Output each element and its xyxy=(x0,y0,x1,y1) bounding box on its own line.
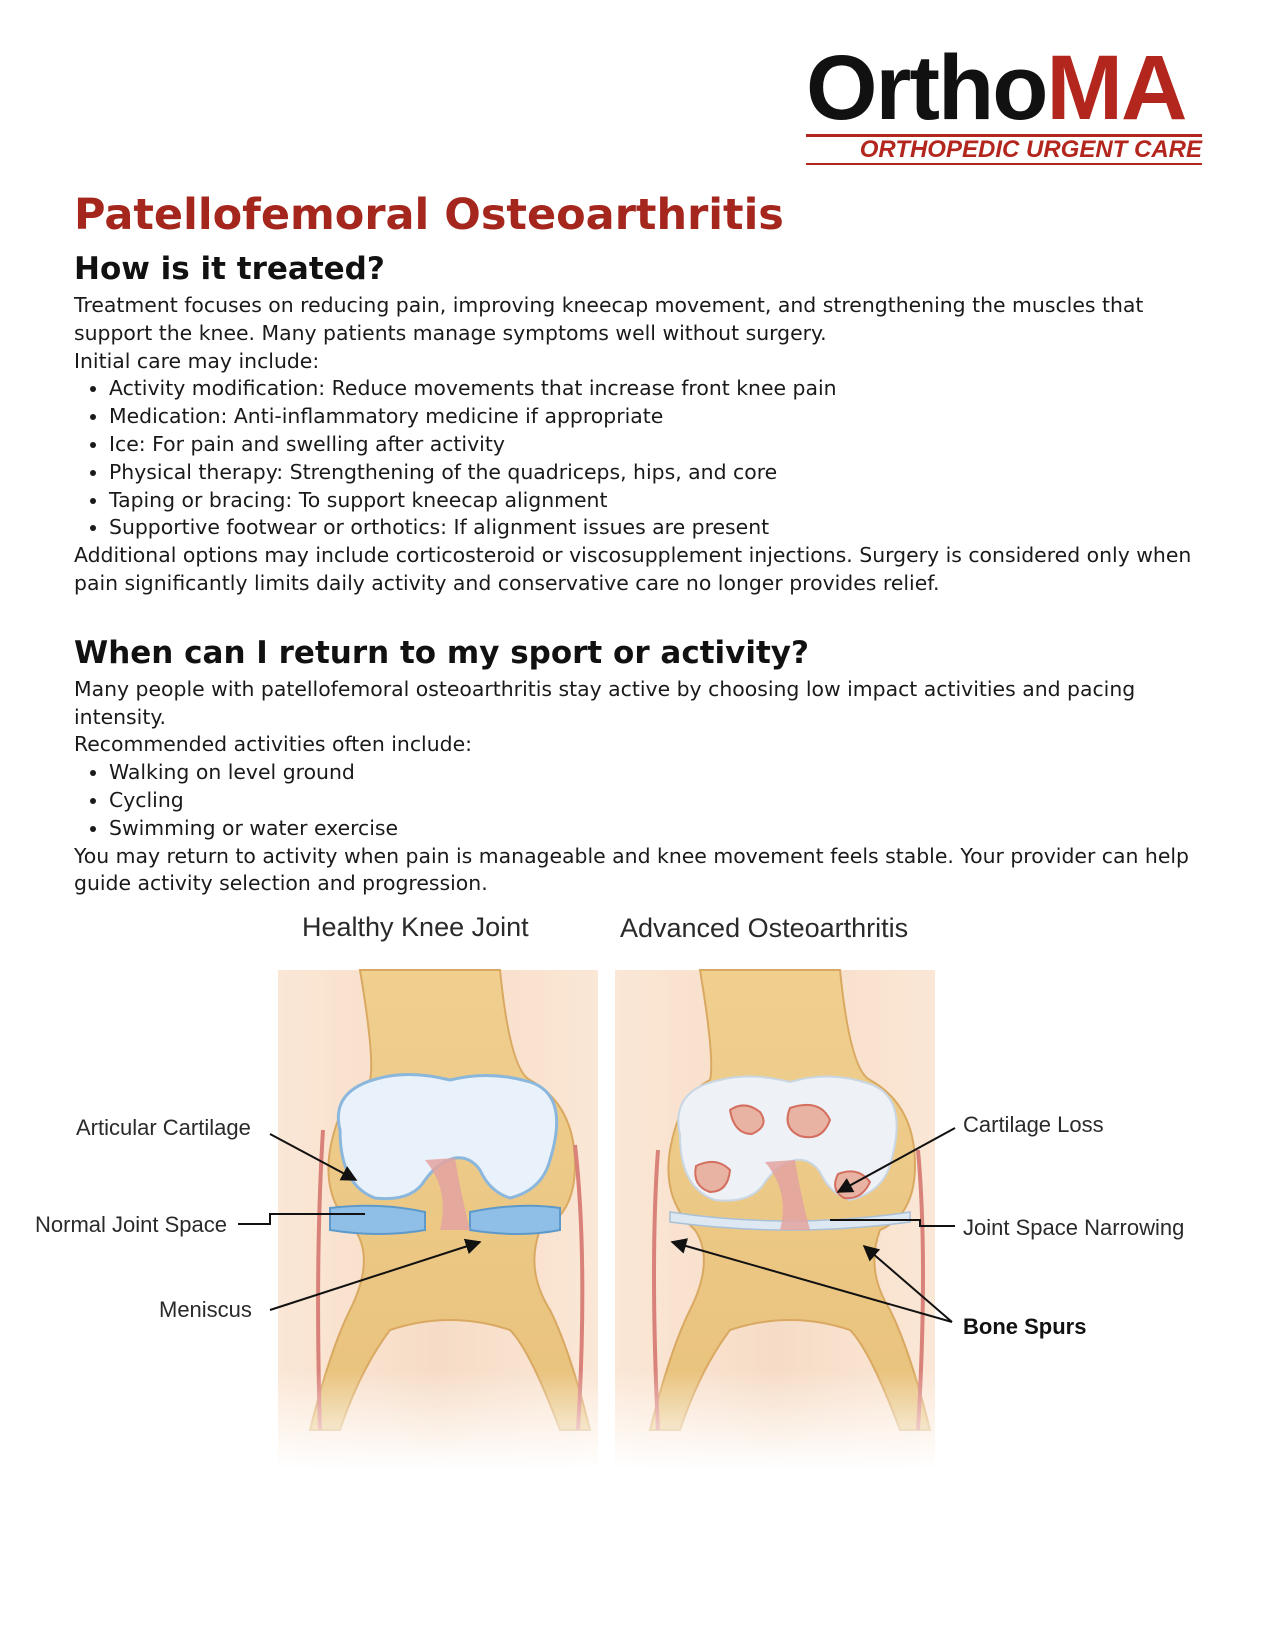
list-item: • Activity modification: Reduce movements that increase front knee pain xyxy=(109,375,1214,403)
return-heading: When can I return to my sport or activity? xyxy=(74,634,809,671)
list-item: • Medication: Anti-inflammatory medicine if appropriate xyxy=(109,403,1214,431)
return-intro: Many people with patellofemoral osteoarthritis stay active by choosing low impact activities and pacing intensity. xyxy=(74,676,1136,729)
label-cartilage-loss: Cartilage Loss xyxy=(963,1112,1104,1137)
initial-care-list xyxy=(74,375,1214,542)
list-item: • Taping or bracing: To support kneecap alignment xyxy=(109,487,1214,515)
additional-options: Additional options may include corticosteroid or viscosupplement injections. Surgery is considered only when pain significantly limits daily activity and conservative care no longer provides relief. xyxy=(74,543,1192,595)
knee-illustration xyxy=(30,930,1250,1490)
knee-comparison-figure xyxy=(30,912,1250,1490)
list-item: • Swimming or water exercise xyxy=(109,815,1214,843)
list-item: • Ice: For pain and swelling after activity xyxy=(109,431,1214,459)
list-item: • Cycling xyxy=(109,787,1214,815)
section-gap xyxy=(74,598,1214,630)
treatment-heading: How is it treated? xyxy=(74,251,385,287)
ortho-ma-logo xyxy=(806,37,1202,165)
recommended-activities-list xyxy=(74,759,1214,842)
arthritis-knee-title: Advanced Osteoarthritis xyxy=(620,913,909,943)
label-normal-joint-space: Normal Joint Space xyxy=(35,1212,227,1237)
page-title: Patellofemoral Osteoarthritis xyxy=(74,190,784,240)
logo-tagline: ORTHOPEDIC URGENT CARE xyxy=(859,136,1202,163)
treatment-intro: Treatment focuses on reducing pain, improving kneecap movement, and strengthening the muscles that support the knee. Many patients manage symptoms well without surgery. xyxy=(74,293,1144,345)
label-articular-cartilage: Articular Cartilage xyxy=(76,1115,251,1140)
logo-rule-bottom xyxy=(806,163,1202,165)
logo-wordmark: OrthoMA xyxy=(806,37,1186,139)
label-bone-spurs: Bone Spurs xyxy=(963,1314,1087,1339)
label-meniscus: Meniscus xyxy=(159,1297,252,1322)
return-closing: You may return to activity when pain is manageable and knee movement feels stable. Your provider can help guide activity selection and progression. xyxy=(74,843,1189,896)
article-content xyxy=(74,184,1214,898)
initial-care-label: Initial care may include: xyxy=(74,348,320,373)
recommended-label: Recommended activities often include: xyxy=(74,732,472,757)
healthy-knee-title: Healthy Knee Joint xyxy=(302,912,529,942)
label-joint-space-narrowing: Joint Space Narrowing xyxy=(963,1215,1185,1240)
list-item: • Supportive footwear or orthotics: If alignment issues are present xyxy=(109,514,1214,542)
list-item: • Walking on level ground xyxy=(109,759,1214,787)
list-item: • Physical therapy: Strengthening of the quadriceps, hips, and core xyxy=(109,459,1214,487)
healthy-knee-drawing xyxy=(278,970,598,1470)
